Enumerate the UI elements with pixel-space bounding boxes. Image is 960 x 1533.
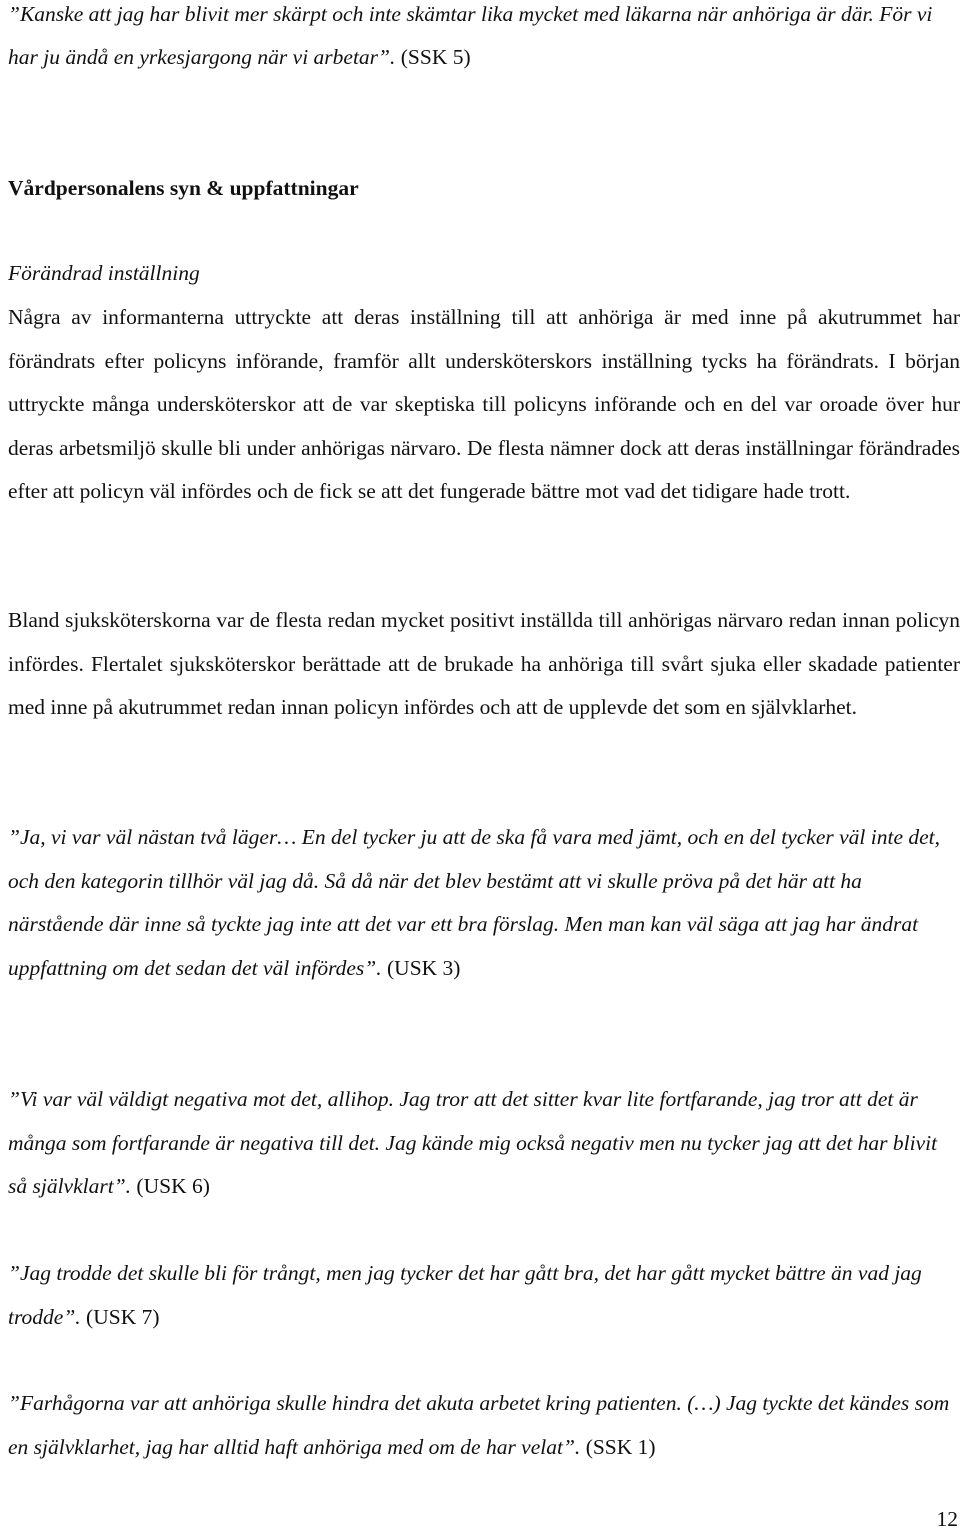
quote-ssk5 [8, 0, 960, 79]
quote-reference: (SSK 1) [580, 1434, 656, 1459]
quote-reference: (USK 7) [80, 1304, 160, 1329]
quote-text: ”Jag trodde det skulle bli för trångt, men jag tycker det har gått bra, det har gått mycket bättre än vad jag trodde”. [8, 1261, 922, 1329]
quote-ssk1 [8, 1382, 960, 1469]
quote-text: ”Vi var väl väldigt negativa mot det, allihop. Jag tror att det sitter kvar lite fortfarande, jag tror att det är många som fortfarande är negativa till det. Jag kände mig också negativ men nu tycker jag att det har blivit så självklart”. [8, 1087, 938, 1199]
quote-usk6 [8, 1078, 960, 1209]
quote-reference: (SSK 5) [395, 45, 471, 69]
section-heading: Vårdpersonalens syn & uppfattningar [8, 176, 359, 200]
body-paragraph-2: Bland sjuksköterskorna var de flesta redan mycket positivt inställda till anhörigas närvaro redan innan policyn infördes. Flertalet sjuksköterskor berättade att de brukade ha anhöriga till svårt sjuka eller skadade patienter med inne på akutrummet redan innan policyn infördes och att de upplevde det som en självklarhet. [8, 608, 960, 720]
quote-text: ”Farhågorna var att anhöriga skulle hindra det akuta arbetet kring patienten. (…) Jag tyckte det kändes som en självklarhet, jag har alltid haft anhöriga med om de har velat”. [8, 1391, 950, 1459]
quote-text: ”Ja, vi var väl nästan två läger… En del tycker ju att de ska få vara med jämt, och en del tycker väl inte det, och den kategorin tillhör väl jag då. Så då när det blev bestämt att vi skulle pröva på det här att ha närstående där inne så tyckte jag inte att det var ett bra förslag. Men man kan väl säga att jag har ändrat uppfattning om det sedan det väl infördes”. [8, 825, 941, 980]
page-number: 12 [936, 1507, 958, 1531]
subsection-heading: Förändrad inställning [8, 261, 200, 285]
body-paragraph-1: Några av informanterna uttryckte att deras inställning till att anhöriga är med inne på akutrummet har förändrats efter policyns införande, framför allt undersköterskors inställning tycks ha förändrats. I början uttryckte många undersköterskor att de var skeptiska till policyns införande och en del var oroade över hur deras arbetsmiljö skulle bli under anhörigas närvaro. De flesta nämner dock att deras inställningar förändrades efter att policyn väl infördes och de fick se att det fungerade bättre mot vad det tidigare hade trott. [8, 305, 960, 504]
quote-usk7 [8, 1252, 960, 1339]
quote-usk3 [8, 816, 960, 990]
quote-reference: (USK 3) [381, 955, 461, 980]
quote-text: ”Kanske att jag har blivit mer skärpt och inte skämtar lika mycket med läkarna när anhöriga är där. För vi har ju ändå en yrkesjargong när vi arbetar”. [8, 2, 933, 69]
quote-reference: (USK 6) [131, 1174, 210, 1199]
